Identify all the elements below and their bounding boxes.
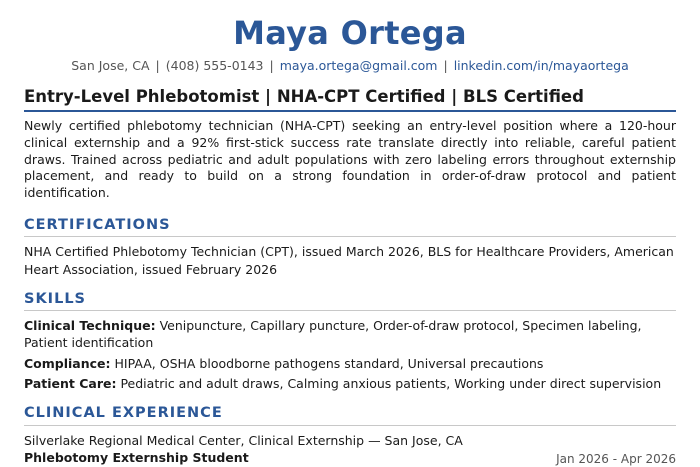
location-text: San Jose, CA xyxy=(71,58,150,73)
summary-paragraph: Newly certified phlebotomy technician (NHA-CPT) seeking an entry-level position where a 120-hour clinical externship and a 92% first-stick success rate translate directly into reliable, careful patient draws. Trained across pediatric and adult populations with zero labeling errors throughout externship placement, and ready to build on a strong foundation in order-of-draw protocol and patient identification. xyxy=(24,118,676,201)
experience-role: Phlebotomy Externship Student xyxy=(24,450,249,465)
section-title-certifications: CERTIFICATIONS xyxy=(24,217,171,233)
experience-organization: Silverlake Regional Medical Center, Clinical Externship — San Jose, CA xyxy=(24,433,463,448)
contact-separator: | xyxy=(269,58,274,73)
experience-dates: Jan 2026 - Apr 2026 xyxy=(556,452,676,466)
headline: Entry-Level Phlebotomist | NHA-CPT Certified | BLS Certified xyxy=(24,87,584,106)
section-divider xyxy=(24,236,676,237)
headline-divider xyxy=(24,110,676,112)
candidate-name: Maya Ortega xyxy=(233,14,467,52)
skill-item-compliance xyxy=(24,355,676,372)
skill-item-clinical-technique xyxy=(24,317,676,351)
skill-value: Venipuncture, Capillary puncture, Order-of-draw protocol, Specimen labeling, Patient identification xyxy=(24,318,642,350)
skill-label: Patient Care: xyxy=(24,376,117,391)
email-link[interactable]: maya.ortega@gmail.com xyxy=(279,58,438,73)
phone-text: (408) 555-0143 xyxy=(165,58,264,73)
section-divider xyxy=(24,425,676,426)
skill-value: Pediatric and adult draws, Calming anxious patients, Working under direct supervision xyxy=(120,376,662,391)
certifications-text: NHA Certified Phlebotomy Technician (CPT), issued March 2026, BLS for Healthcare Providers, American Heart Association, issued February 2026 xyxy=(24,244,674,277)
section-divider xyxy=(24,310,676,311)
skill-label: Clinical Technique: xyxy=(24,318,156,333)
skill-label: Compliance: xyxy=(24,356,111,371)
contact-separator: | xyxy=(443,58,448,73)
skill-item-patient-care xyxy=(24,375,676,392)
skill-value: HIPAA, OSHA bloodborne pathogens standard, Universal precautions xyxy=(114,356,544,371)
section-title-skills: SKILLS xyxy=(24,291,86,307)
linkedin-link[interactable]: linkedin.com/in/mayaortega xyxy=(453,58,629,73)
contact-line xyxy=(24,58,676,74)
contact-separator: | xyxy=(155,58,160,73)
section-title-clinical-experience: CLINICAL EXPERIENCE xyxy=(24,405,223,421)
